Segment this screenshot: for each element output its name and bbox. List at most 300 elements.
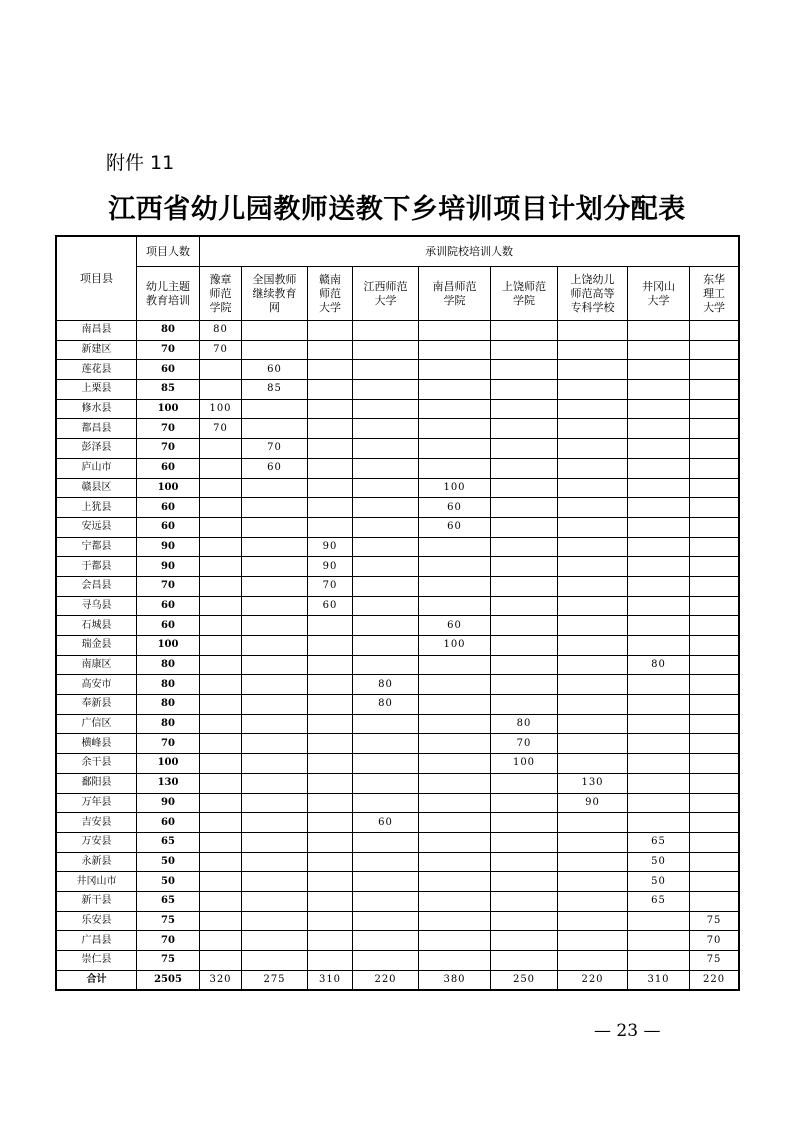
allocation-cell	[308, 360, 353, 380]
allocation-cell: 80	[353, 675, 419, 695]
county-cell: 永新县	[57, 852, 137, 872]
table-row	[57, 695, 739, 715]
allocation-cell	[419, 714, 491, 734]
table-row	[57, 340, 739, 360]
project-count-cell: 100	[137, 399, 200, 419]
project-count-cell: 60	[137, 813, 200, 833]
project-count-cell: 75	[137, 951, 200, 971]
allocation-cell	[690, 380, 739, 400]
allocation-cell	[353, 616, 419, 636]
allocation-cell	[308, 911, 353, 931]
allocation-cell	[353, 852, 419, 872]
allocation-cell	[690, 458, 739, 478]
allocation-cell	[200, 832, 242, 852]
table-row	[57, 773, 739, 793]
allocation-cell	[690, 596, 739, 616]
allocation-cell: 70	[308, 576, 353, 596]
attachment-label: 附件 11	[106, 152, 175, 174]
allocation-cell	[353, 399, 419, 419]
allocation-cell	[200, 852, 242, 872]
allocation-cell	[558, 754, 628, 774]
header-institution: 东华 理工 大学	[690, 267, 739, 321]
allocation-cell	[308, 458, 353, 478]
allocation-cell	[353, 734, 419, 754]
allocation-cell	[200, 773, 242, 793]
allocation-cell: 75	[690, 911, 739, 931]
allocation-cell	[491, 596, 558, 616]
county-cell: 广昌县	[57, 931, 137, 951]
header-institution: 赣南 师范 大学	[308, 267, 353, 321]
allocation-cell	[628, 931, 690, 951]
allocation-cell: 90	[558, 793, 628, 813]
allocation-cell	[242, 675, 308, 695]
allocation-cell	[308, 478, 353, 498]
allocation-cell	[200, 439, 242, 459]
table-row	[57, 636, 739, 656]
table-row	[57, 380, 739, 400]
allocation-cell	[558, 340, 628, 360]
allocation-cell	[628, 498, 690, 518]
project-count-cell: 80	[137, 655, 200, 675]
allocation-cell	[353, 419, 419, 439]
table-row	[57, 557, 739, 577]
table-row	[57, 832, 739, 852]
allocation-cell: 100	[419, 478, 491, 498]
project-count-cell: 60	[137, 360, 200, 380]
allocation-cell	[628, 517, 690, 537]
allocation-cell	[242, 419, 308, 439]
project-count-cell: 90	[137, 793, 200, 813]
allocation-cell	[690, 891, 739, 911]
allocation-cell	[491, 321, 558, 341]
allocation-cell	[242, 813, 308, 833]
allocation-cell	[491, 813, 558, 833]
allocation-cell	[419, 360, 491, 380]
allocation-cell: 90	[308, 557, 353, 577]
project-count-cell: 70	[137, 734, 200, 754]
county-cell: 新建区	[57, 340, 137, 360]
allocation-cell	[353, 478, 419, 498]
allocation-cell	[419, 852, 491, 872]
allocation-cell	[419, 340, 491, 360]
allocation-cell: 80	[628, 655, 690, 675]
allocation-cell	[308, 891, 353, 911]
header-institution: 上饶幼儿 师范高等 专科学校	[558, 267, 628, 321]
county-cell: 高安市	[57, 675, 137, 695]
allocation-cell	[690, 773, 739, 793]
county-cell: 鄱阳县	[57, 773, 137, 793]
county-cell: 宁都县	[57, 537, 137, 557]
allocation-cell	[419, 951, 491, 971]
total-allocation-cell: 310	[628, 970, 690, 990]
allocation-cell	[200, 498, 242, 518]
allocation-cell	[353, 872, 419, 892]
county-cell: 寻乌县	[57, 596, 137, 616]
table-row	[57, 675, 739, 695]
allocation-cell	[419, 911, 491, 931]
allocation-cell	[200, 734, 242, 754]
allocation-cell: 65	[628, 832, 690, 852]
table-row	[57, 734, 739, 754]
allocation-cell	[628, 360, 690, 380]
allocation-cell	[242, 321, 308, 341]
project-count-cell: 60	[137, 458, 200, 478]
allocation-cell	[308, 852, 353, 872]
allocation-cell	[242, 695, 308, 715]
allocation-cell	[558, 872, 628, 892]
allocation-cell	[558, 360, 628, 380]
total-row	[57, 970, 739, 990]
allocation-cell	[242, 399, 308, 419]
allocation-cell	[308, 616, 353, 636]
allocation-cell: 60	[353, 813, 419, 833]
county-cell: 都昌县	[57, 419, 137, 439]
allocation-cell	[419, 655, 491, 675]
allocation-cell	[353, 655, 419, 675]
allocation-cell	[353, 340, 419, 360]
allocation-cell	[200, 380, 242, 400]
allocation-cell	[308, 321, 353, 341]
header-row-1	[57, 237, 739, 267]
allocation-cell	[419, 439, 491, 459]
county-cell: 奉新县	[57, 695, 137, 715]
allocation-cell	[690, 695, 739, 715]
allocation-cell	[628, 576, 690, 596]
allocation-cell	[690, 616, 739, 636]
allocation-cell	[200, 576, 242, 596]
project-count-cell: 70	[137, 419, 200, 439]
allocation-cell: 75	[690, 951, 739, 971]
allocation-cell	[491, 675, 558, 695]
allocation-cell	[242, 891, 308, 911]
allocation-cell	[491, 891, 558, 911]
county-cell: 修水县	[57, 399, 137, 419]
allocation-cell	[419, 399, 491, 419]
project-count-cell: 80	[137, 695, 200, 715]
allocation-cell	[491, 340, 558, 360]
allocation-cell	[242, 517, 308, 537]
allocation-cell	[353, 951, 419, 971]
allocation-cell	[491, 537, 558, 557]
allocation-cell	[308, 675, 353, 695]
allocation-cell	[353, 891, 419, 911]
project-count-cell: 65	[137, 832, 200, 852]
header-row-2	[57, 267, 739, 321]
allocation-cell	[690, 636, 739, 656]
allocation-cell	[558, 951, 628, 971]
allocation-cell	[491, 399, 558, 419]
allocation-cell: 60	[242, 360, 308, 380]
allocation-cell: 60	[308, 596, 353, 616]
allocation-cell	[242, 852, 308, 872]
allocation-cell	[242, 616, 308, 636]
allocation-cell	[558, 557, 628, 577]
county-cell: 瑞金县	[57, 636, 137, 656]
allocation-cell	[419, 931, 491, 951]
allocation-cell	[308, 498, 353, 518]
allocation-cell	[200, 891, 242, 911]
county-cell: 广信区	[57, 714, 137, 734]
allocation-cell	[242, 537, 308, 557]
allocation-cell	[419, 773, 491, 793]
allocation-cell	[558, 832, 628, 852]
allocation-cell	[558, 813, 628, 833]
allocation-cell: 50	[628, 852, 690, 872]
allocation-cell	[200, 813, 242, 833]
allocation-cell	[558, 616, 628, 636]
allocation-cell	[491, 360, 558, 380]
allocation-cell	[242, 872, 308, 892]
allocation-cell	[628, 636, 690, 656]
county-cell: 庐山市	[57, 458, 137, 478]
header-institution: 豫章 师范 学院	[200, 267, 242, 321]
allocation-cell	[419, 675, 491, 695]
allocation-cell	[242, 734, 308, 754]
project-count-cell: 100	[137, 636, 200, 656]
allocation-cell	[200, 872, 242, 892]
table-row	[57, 852, 739, 872]
allocation-cell	[491, 517, 558, 537]
allocation-cell	[308, 714, 353, 734]
header-institution: 上饶师范 学院	[491, 267, 558, 321]
project-count-cell: 70	[137, 576, 200, 596]
allocation-cell	[690, 714, 739, 734]
allocation-cell	[628, 813, 690, 833]
allocation-cell	[491, 498, 558, 518]
allocation-cell	[308, 419, 353, 439]
allocation-cell	[242, 478, 308, 498]
allocation-cell: 50	[628, 872, 690, 892]
table-row	[57, 517, 739, 537]
total-allocation-cell: 220	[558, 970, 628, 990]
allocation-cell: 70	[690, 931, 739, 951]
table-row	[57, 458, 739, 478]
project-count-cell: 80	[137, 321, 200, 341]
project-count-cell: 100	[137, 478, 200, 498]
allocation-cell	[200, 951, 242, 971]
allocation-cell	[308, 931, 353, 951]
allocation-cell: 60	[419, 498, 491, 518]
table-row	[57, 576, 739, 596]
allocation-cell	[690, 576, 739, 596]
table-row	[57, 419, 739, 439]
allocation-cell	[419, 596, 491, 616]
allocation-cell	[558, 891, 628, 911]
allocation-cell	[308, 655, 353, 675]
allocation-cell	[690, 517, 739, 537]
table-row	[57, 911, 739, 931]
allocation-cell	[491, 695, 558, 715]
total-count-cell: 2505	[137, 970, 200, 990]
county-cell: 彭泽县	[57, 439, 137, 459]
allocation-cell	[200, 458, 242, 478]
allocation-cell	[353, 596, 419, 616]
allocation-cell	[353, 321, 419, 341]
project-count-cell: 50	[137, 852, 200, 872]
county-cell: 吉安县	[57, 813, 137, 833]
county-cell: 会昌县	[57, 576, 137, 596]
allocation-cell	[353, 517, 419, 537]
county-cell: 井冈山市	[57, 872, 137, 892]
allocation-cell	[628, 439, 690, 459]
allocation-cell	[200, 714, 242, 734]
allocation-cell	[628, 754, 690, 774]
allocation-cell	[419, 872, 491, 892]
allocation-cell	[419, 557, 491, 577]
project-count-cell: 70	[137, 439, 200, 459]
allocation-cell	[558, 714, 628, 734]
allocation-cell	[491, 852, 558, 872]
allocation-cell	[628, 695, 690, 715]
project-count-cell: 65	[137, 891, 200, 911]
allocation-cell	[558, 655, 628, 675]
allocation-cell	[353, 931, 419, 951]
allocation-cell	[491, 419, 558, 439]
project-count-cell: 90	[137, 557, 200, 577]
allocation-cell	[628, 419, 690, 439]
allocation-cell	[419, 321, 491, 341]
allocation-cell	[558, 517, 628, 537]
county-cell: 崇仁县	[57, 951, 137, 971]
header-project-count: 项目人数	[137, 237, 200, 267]
allocation-cell	[558, 675, 628, 695]
county-cell: 南康区	[57, 655, 137, 675]
allocation-cell	[353, 537, 419, 557]
allocation-cell	[491, 478, 558, 498]
allocation-cell	[690, 557, 739, 577]
allocation-cell: 60	[242, 458, 308, 478]
table-row	[57, 478, 739, 498]
allocation-cell	[419, 832, 491, 852]
allocation-cell	[308, 340, 353, 360]
header-institution: 江西师范 大学	[353, 267, 419, 321]
allocation-cell	[491, 616, 558, 636]
allocation-cell	[558, 321, 628, 341]
allocation-cell	[628, 616, 690, 636]
allocation-cell	[491, 576, 558, 596]
allocation-cell	[558, 695, 628, 715]
project-count-cell: 80	[137, 675, 200, 695]
allocation-cell	[419, 458, 491, 478]
allocation-cell	[628, 399, 690, 419]
allocation-cell	[242, 714, 308, 734]
allocation-cell	[419, 576, 491, 596]
allocation-cell	[353, 636, 419, 656]
county-cell: 安远县	[57, 517, 137, 537]
table-row	[57, 498, 739, 518]
allocation-cell	[200, 517, 242, 537]
allocation-cell	[419, 891, 491, 911]
county-cell: 余干县	[57, 754, 137, 774]
allocation-cell	[353, 576, 419, 596]
allocation-cell	[242, 655, 308, 675]
allocation-cell	[690, 832, 739, 852]
project-count-cell: 50	[137, 872, 200, 892]
allocation-cell	[200, 596, 242, 616]
allocation-cell	[419, 813, 491, 833]
allocation-cell	[558, 419, 628, 439]
county-cell: 于都县	[57, 557, 137, 577]
allocation-cell	[558, 852, 628, 872]
allocation-cell: 60	[419, 517, 491, 537]
county-cell: 万年县	[57, 793, 137, 813]
allocation-cell	[491, 872, 558, 892]
allocation-cell	[200, 655, 242, 675]
allocation-cell	[690, 419, 739, 439]
allocation-cell	[308, 872, 353, 892]
header-institutions: 承训院校培训人数	[200, 237, 739, 267]
allocation-cell	[690, 655, 739, 675]
allocation-cell	[491, 655, 558, 675]
page-title: 江西省幼儿园教师送教下乡培训项目计划分配表	[108, 194, 686, 225]
allocation-cell	[353, 360, 419, 380]
allocation-cell	[628, 321, 690, 341]
allocation-cell: 130	[558, 773, 628, 793]
table-row	[57, 872, 739, 892]
allocation-cell	[200, 478, 242, 498]
project-count-cell: 90	[137, 537, 200, 557]
allocation-cell	[308, 754, 353, 774]
table-row	[57, 951, 739, 971]
project-count-cell: 60	[137, 596, 200, 616]
allocation-cell	[419, 754, 491, 774]
allocation-cell	[628, 773, 690, 793]
allocation-cell	[200, 931, 242, 951]
allocation-table	[56, 236, 739, 990]
allocation-cell	[419, 380, 491, 400]
allocation-cell	[628, 340, 690, 360]
allocation-cell	[558, 537, 628, 557]
allocation-cell: 80	[353, 695, 419, 715]
total-allocation-cell: 220	[690, 970, 739, 990]
allocation-cell	[628, 793, 690, 813]
allocation-cell	[628, 734, 690, 754]
allocation-cell	[353, 911, 419, 931]
county-cell: 赣县区	[57, 478, 137, 498]
allocation-cell	[353, 793, 419, 813]
table-row	[57, 321, 739, 341]
allocation-cell	[242, 636, 308, 656]
allocation-cell	[690, 734, 739, 754]
county-cell: 上犹县	[57, 498, 137, 518]
project-count-cell: 75	[137, 911, 200, 931]
page-number: — 23 —	[594, 1021, 661, 1041]
allocation-cell	[628, 596, 690, 616]
project-count-cell: 70	[137, 931, 200, 951]
total-allocation-cell: 380	[419, 970, 491, 990]
table-row	[57, 399, 739, 419]
county-cell: 石城县	[57, 616, 137, 636]
allocation-cell	[308, 439, 353, 459]
allocation-cell	[200, 911, 242, 931]
allocation-cell	[491, 557, 558, 577]
county-cell: 上栗县	[57, 380, 137, 400]
allocation-cell	[628, 714, 690, 734]
allocation-cell	[491, 832, 558, 852]
allocation-cell	[308, 793, 353, 813]
county-cell: 新干县	[57, 891, 137, 911]
allocation-cell	[242, 498, 308, 518]
allocation-cell	[242, 576, 308, 596]
allocation-cell	[558, 911, 628, 931]
allocation-cell	[628, 478, 690, 498]
total-allocation-cell: 320	[200, 970, 242, 990]
allocation-cell: 60	[419, 616, 491, 636]
allocation-cell	[558, 734, 628, 754]
allocation-cell	[690, 340, 739, 360]
allocation-cell	[690, 813, 739, 833]
allocation-cell	[200, 793, 242, 813]
